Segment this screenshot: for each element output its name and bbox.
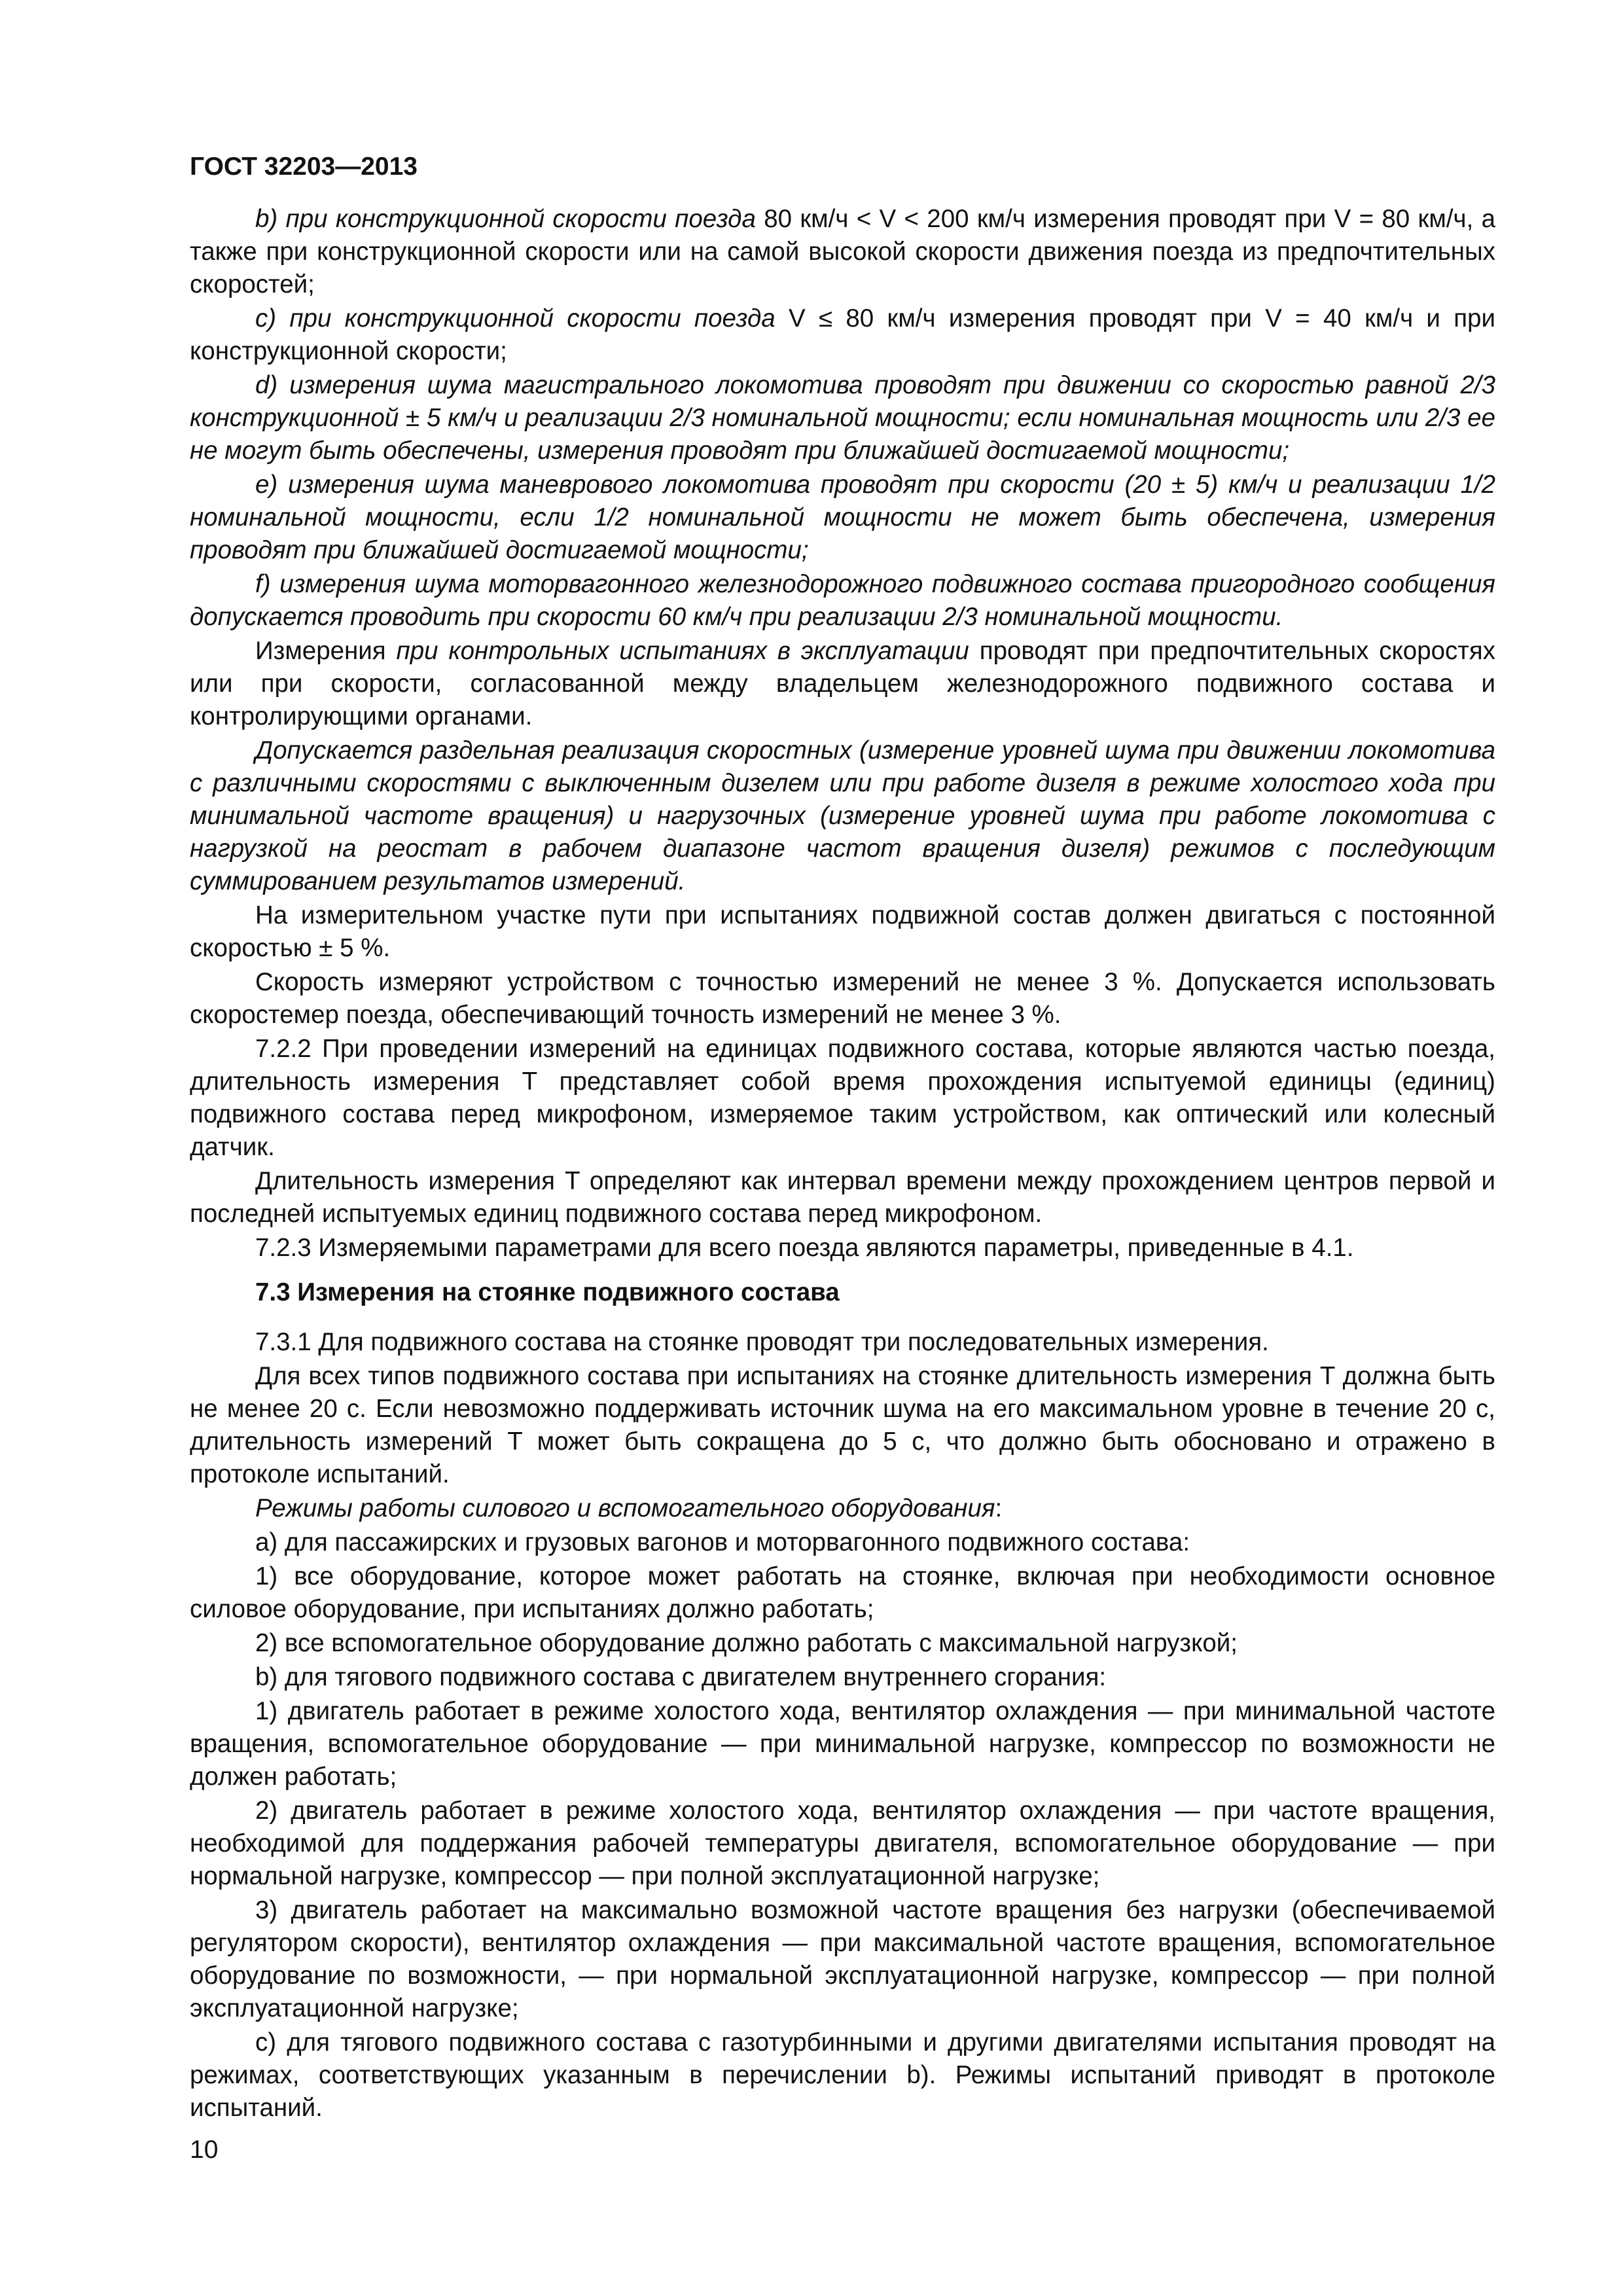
- paragraph: d) измерения шума магистрального локомотива проводят при движении со скоростью равной 2/3 конструкционной ± 5 км/ч и реализации 2/3 номинальной мощности; если номинальная мощность или 2/3 ее не могут быть обеспечены, измерения проводят при ближайшей достигаемой мощности;: [190, 371, 1495, 465]
- document-header: ГОСТ 32203—2013: [190, 152, 418, 181]
- list-item: 1) все оборудование, которое может работать на стоянке, включая при необходимости основное силовое оборудование, при испытаниях должно работать;: [190, 1562, 1495, 1623]
- paragraph: 7.2.2 При проведении измерений на единицах подвижного состава, которые являются частью поезда, длительность измерения T представляет собой время прохождения испытуемой единицы (единиц) подвижного состава перед микрофоном, измеряемое таким устройством, как оптический или колесный датчик.: [190, 1035, 1495, 1161]
- paragraph: 7.3.1 Для подвижного состава на стоянке проводят три последовательных измерения.: [255, 1328, 1269, 1356]
- paragraph: Измерения при контрольных испытаниях в эксплуатации проводят при предпочтительных скоростях или при скорости, согласованной между владельцем железнодорожного подвижного состава и контролирующими органами.: [190, 637, 1495, 730]
- paragraph: 7.2.3 Измеряемыми параметрами для всего поезда являются параметры, приведенные в 4.1.: [255, 1234, 1354, 1262]
- list-item: 2) все вспомогательное оборудование должно работать с максимальной нагрузкой;: [255, 1629, 1238, 1657]
- list-item: c) для тягового подвижного состава с газотурбинными и другими двигателями испытания проводят на режимах, соответствующих указанным в перечислении b). Режимы испытаний приводят в протоколе испытаний.: [190, 2028, 1495, 2122]
- paragraph: c) при конструкционной скорости поезда V ≤ 80 км/ч измерения проводят при V = 40 км/ч и при конструкционной скорости;: [190, 304, 1496, 365]
- paragraph: Допускается раздельная реализация скоростных (измерение уровней шума при движении локомотива с различными скоростями с выключенным дизелем или при работе дизеля в режиме холостого хода при минимальной частоте вращения) и нагрузочных (измерение уровней шума при работе локомотива с нагрузкой на реостат в рабочем диапазоне частот вращения дизеля) режимов с последующим суммированием результатов измерений.: [190, 736, 1495, 895]
- list-item: a) для пассажирских и грузовых вагонов и моторвагонного подвижного состава:: [255, 1528, 1190, 1556]
- page-number: 10: [190, 2136, 219, 2164]
- section-body: [190, 1326, 1495, 2125]
- paragraph: Для всех типов подвижного состава при испытаниях на стоянке длительность измерения T должна быть не менее 20 с. Если невозможно поддерживать источник шума на его максимальном уровне в течение 20 с, длительность измерений T может быть сокращена до 5 с, что должно быть обосновано и отражено в протоколе испытаний.: [190, 1362, 1495, 1488]
- paragraph: Режимы работы силового и вспомогательного оборудования:: [255, 1494, 1003, 1522]
- paragraph: b) при конструкционной скорости поезда 80 км/ч < V < 200 км/ч измерения проводят при V = 80 км/ч, а также при конструкционной скорости или на самой высокой скорости движения поезда из предпочтительных скоростей;: [190, 205, 1496, 298]
- section-heading: 7.3 Измерения на стоянке подвижного состава: [255, 1278, 840, 1306]
- list-item: 1) двигатель работает в режиме холостого хода, вентилятор охлаждения — при минимальной частоте вращения, вспомогательное оборудование — при минимальной нагрузке, компрессор по возможности не должен работать;: [190, 1697, 1495, 1791]
- body-text: [190, 203, 1495, 1265]
- paragraph: f) измерения шума моторвагонного железнодорожного подвижного состава пригородного сообщения допускается проводить при скорости 60 км/ч при реализации 2/3 номинальной мощности.: [190, 570, 1495, 631]
- paragraph: На измерительном участке пути при испытаниях подвижной состав должен двигаться с постоянной скоростью ± 5 %.: [190, 901, 1495, 962]
- list-item: 3) двигатель работает на максимально возможной частоте вращения без нагрузки (обеспечиваемой регулятором скорости), вентилятор охлаждения — при максимальной частоте вращения, вспомогательное оборудование по возможности, — при нормальной эксплуатационной нагрузке, компрессор — при полной эксплуатационной нагрузке;: [190, 1896, 1495, 2022]
- paragraph: e) измерения шума маневрового локомотива проводят при скорости (20 ± 5) км/ч и реализации 1/2 номинальной мощности, если 1/2 номинальной мощности не может быть обеспечена, измерения проводят при ближайшей достигаемой мощности;: [190, 471, 1495, 564]
- list-item: 2) двигатель работает в режиме холостого хода, вентилятор охлаждения — при частоте вращения, необходимой для поддержания рабочей температуры двигателя, вспомогательное оборудование — при нормальной нагрузке, компрессор — при полной эксплуатационной нагрузке;: [190, 1797, 1495, 1890]
- paragraph: Скорость измеряют устройством с точностью измерений не менее 3 %. Допускается использовать скоростемер поезда, обеспечивающий точность измерений не менее 3 %.: [190, 968, 1495, 1029]
- list-item: b) для тягового подвижного состава с двигателем внутреннего сгорания:: [255, 1663, 1107, 1691]
- document-page: [190, 151, 1495, 2166]
- paragraph: Длительность измерения T определяют как интервал времени между прохождением центров первой и последней испытуемых единиц подвижного состава перед микрофоном.: [190, 1167, 1495, 1228]
